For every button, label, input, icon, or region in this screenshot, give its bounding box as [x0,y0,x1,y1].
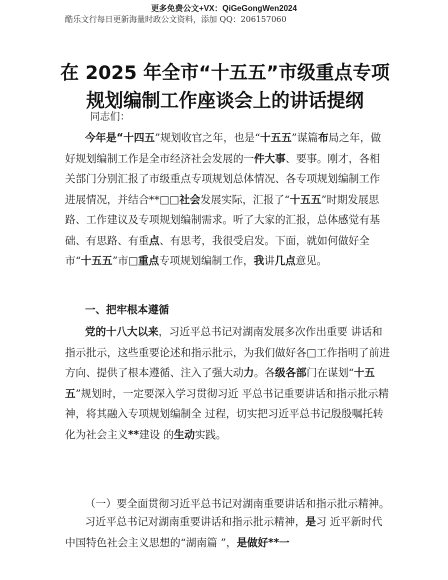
text-run: □重点 [128,255,160,267]
text-run: **一 [268,536,290,549]
promo-header: 更多免费公文+VX：QiGeGongWen2024 [151,4,297,13]
text-run: 专项规划编制工作， [159,255,254,267]
heading-1-wrap [65,300,390,321]
text-run: 发展 [200,193,222,206]
text-run: 工作指明了前进方向、提供了根本遵循、注入了强大动 [65,346,390,379]
text-run: 是 [305,516,316,528]
text-run: 力 [243,367,254,379]
text-run: □ [306,346,317,359]
subheading-1: （一）要全面贯彻习近平总书记对湖南重要讲话和指示批示精神。 [85,498,390,510]
text-run: 十五五 [289,193,322,206]
paragraph-intro [65,128,390,272]
text-run: ”时期发展思路、工作建议及专项规划编制需求。听了大家的汇报，总体感觉有基础、有思路、有重 [65,193,380,247]
text-run: 今年是 [85,132,117,144]
text-run: □□社会 [159,193,201,206]
text-run: 。各 [254,367,275,379]
text-run: 局之年，做好规划编制工作是全市经济社会发展的一 [65,132,382,165]
text-run: ”规划时，一定要深入学习贯彻习近 平总书记重要讲话和指示批示精神，将其融入专项规划编制全 过程，切实把习近平总书记殷殷嘱托转化为社会主义 [65,387,389,441]
promo-subheader: 酷乐文行每日更新海量时政公文资料，添加 QQ：206157060 [65,15,287,24]
body-section-2 [65,322,390,445]
text-run: 讲 [264,255,275,267]
paragraph-2 [65,322,390,445]
text-run: 生动 [173,428,195,441]
text-run: 级各部 [275,367,307,379]
text-run: 几点 [274,255,296,267]
text-run: 十五五 [65,367,375,400]
text-run: 、有思考，我很受启发。下面，就如何做好全市“ [65,234,370,267]
text-run: ”规划收官之年，也是“ [154,132,261,144]
text-run: 点 [149,234,160,247]
text-run: 意见。 [295,255,328,267]
text-run: 我 [253,255,265,267]
greeting: 同志们： [90,112,130,123]
heading-1: 一、把牢根本遵循 [85,304,169,316]
text-run: 党的十八大以来 [85,326,159,338]
paragraph-3 [65,512,390,553]
text-run: 习 近平新时代中国特色社会主义思想的“湖南篇 ”， [65,516,383,549]
text-run: 十五五 [80,255,113,267]
text-run: ”市 [112,255,129,267]
text-run: ”谋篇 [291,132,319,144]
text-run: 件大事 [254,152,286,165]
text-run: ， [295,516,306,528]
text-run: 是做好 [236,536,269,549]
text-run: 布 [318,132,329,144]
text-run: ** [128,428,139,441]
text-run: 习近平总书记对湖南重要讲话和指示批示精神 [85,516,295,528]
text-run: 实践。 [194,428,227,441]
text-run: 建设 的 [138,428,174,441]
text-run: 、要事。刚才，各相关部门分别汇报了市级重点专项规划总体情况、各专项规划编制工作进展情况，并结合** [65,152,380,206]
text-run: 门在谋划“ [306,367,354,379]
document-title: 在 2025 年全市“十五五”市级重点专项规划编制工作座谈会上的讲话提纲 [60,63,390,112]
body-section-3 [65,512,390,553]
body-section-1 [65,128,390,272]
text-run: 十五五 [260,132,292,144]
text-run: “十四五 [116,132,155,144]
text-run: 实际，汇报了“ [221,193,290,206]
text-run: ，习近平总书记对湖南发展多次作出重要 讲话和指示批示，这些重要论述和指示批示，为我们做好各 [65,326,383,359]
